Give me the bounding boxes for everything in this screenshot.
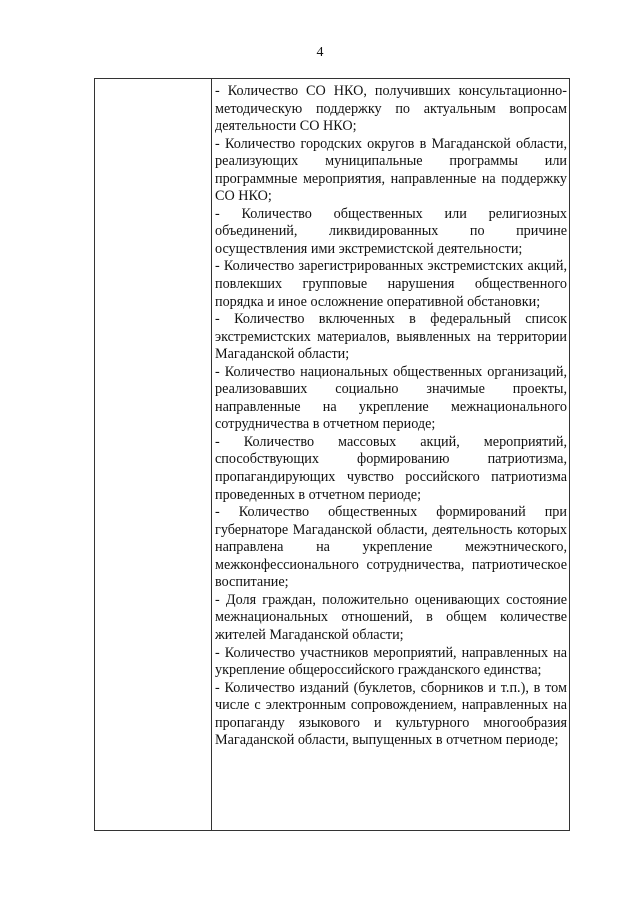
indicators-table	[94, 78, 570, 831]
indicator-item: - Количество национальных общественных организаций, реализовавших социально значимые проекты, направленные на укрепление межнационального сотрудничества в отчетном периоде;	[215, 363, 567, 433]
indicator-item: - Количество массовых акций, мероприятий, способствующих формированию патриотизма, пропагандирующих чувство российского патриотизма проведенных в отчетном периоде;	[215, 433, 567, 503]
indicators-cell	[215, 83, 567, 750]
page-number: 4	[316, 45, 324, 60]
indicator-item: - Количество городских округов в Магаданской области, реализующих муниципальные программы или программные мероприятия, направленные на поддержку СО НКО;	[215, 135, 567, 205]
indicator-item: - Доля граждан, положительно оценивающих состояние межнациональных отношений, в общем количестве жителей Магаданской области;	[215, 591, 567, 643]
indicator-item: - Количество включенных в федеральный список экстремистских материалов, выявленных на территории Магаданской области;	[215, 311, 567, 363]
column-divider	[211, 79, 212, 830]
indicator-item: - Количество участников мероприятий, направленных на укрепление общероссийского гражданского единства;	[215, 644, 567, 679]
indicator-item: - Количество СО НКО, получивших консультационно-методическую поддержку по актуальным вопросам деятельности СО НКО;	[215, 83, 567, 135]
indicator-item: - Количество общественных формирований при губернаторе Магаданской области, деятельность которых направлена на укрепление межэтнического, межконфессионального сотрудничества, патриотическое воспитание;	[215, 504, 567, 591]
indicator-item: - Количество общественных или религиозных объединений, ликвидированных по причине осуществления ими экстремистской деятельности;	[215, 205, 567, 257]
indicator-item: - Количество зарегистрированных экстремистских акций, повлекших групповые нарушения общественного порядка и иное осложнение оперативной обстановки;	[215, 258, 567, 310]
indicator-item: - Количество изданий (буклетов, сборников и т.п.), в том числе с электронным сопровождением, направленных на пропаганду языкового и культурного многообразия Магаданской области, выпущенных в отчетном периоде;	[215, 679, 567, 749]
